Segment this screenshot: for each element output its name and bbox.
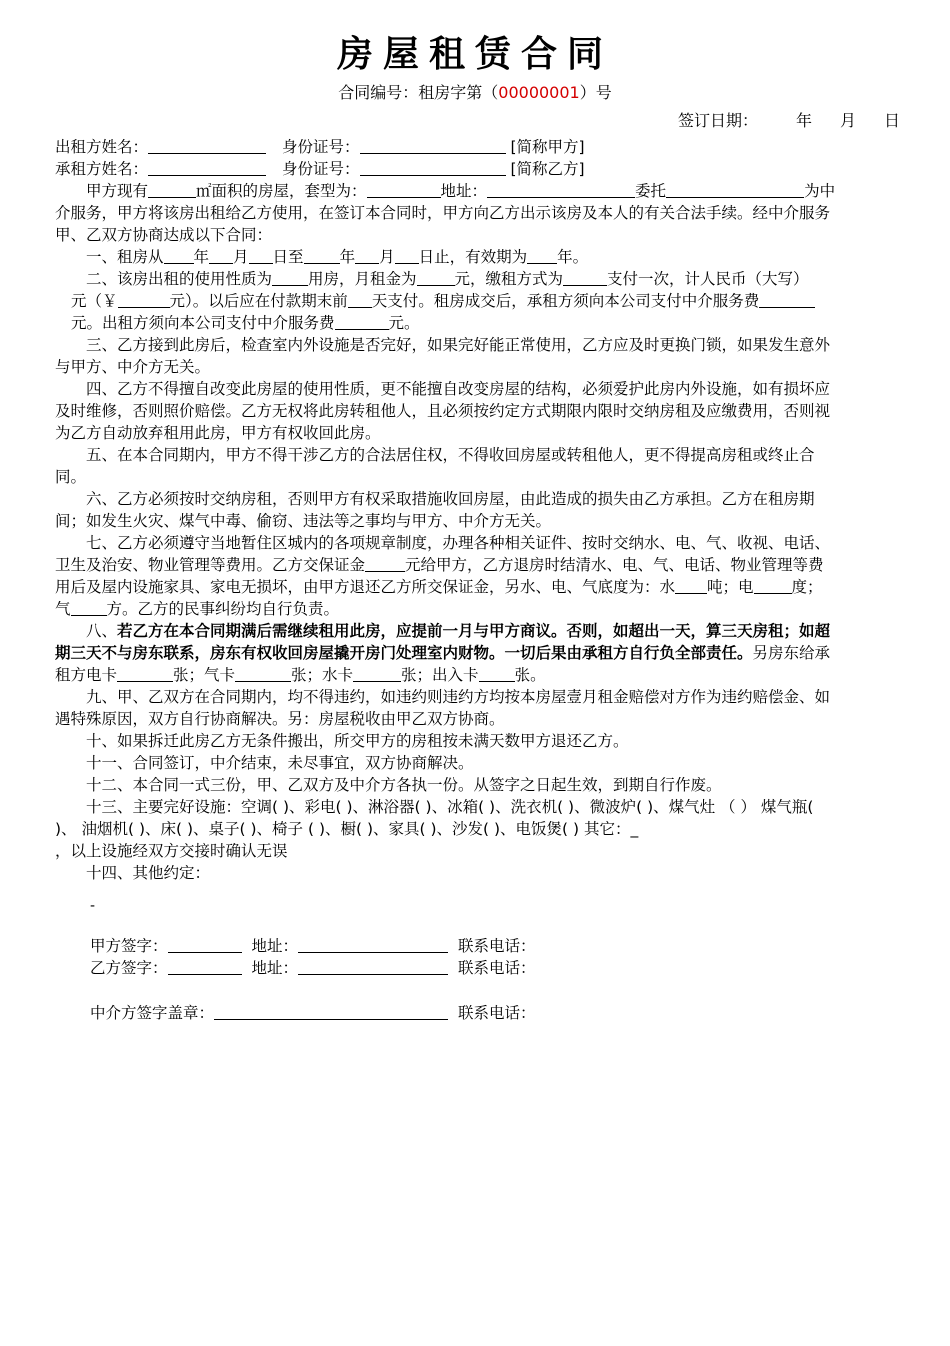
clause-text: 一、租房从 — [86, 248, 164, 266]
clause-8-line-1 — [55, 620, 900, 642]
clause-13-line-3: ，以上设施经双方交接时确认无误 — [55, 842, 288, 860]
clause-text: 另房东给承 — [752, 644, 831, 662]
address-blank[interactable] — [487, 181, 635, 198]
electric-card-blank[interactable] — [117, 665, 173, 682]
amount-blank[interactable] — [118, 291, 170, 308]
clause-3-line-1: 三、乙方接到此房后，检查室内外设施是否完好，如果完好能正常使用，乙方应及时更换门锁，如果发生意外 — [86, 336, 831, 354]
agent-blank[interactable] — [666, 181, 804, 198]
clause-13-line-2: )、 油烟机( )、床( )、桌子( )、椅子 ( )、橱( )、家具( )、沙发( )、电饭煲( ) 其它：_ — [55, 820, 639, 838]
party-b-signature-row — [90, 957, 536, 979]
contract-number-suffix: ）号 — [579, 83, 612, 102]
clause-text: 吨；电 — [707, 578, 754, 596]
clause-text: 度； — [791, 578, 823, 596]
clause-text: 张；出入卡 — [401, 666, 479, 684]
clause-14: 十四、其他约定： — [86, 864, 211, 882]
area-blank[interactable] — [148, 181, 196, 198]
deposit-blank[interactable] — [365, 555, 405, 572]
clause-text: 元（￥ — [71, 292, 118, 310]
clause-text: 月 — [233, 248, 249, 266]
sign-date-label: 签订日期： — [677, 111, 758, 130]
clause-7-line-3 — [55, 576, 900, 598]
clause-9-line-2: 遇特殊原因，双方自行协商解决。另：房屋税收由甲乙双方协商。 — [55, 710, 505, 728]
clause-4-line-1: 四、乙方不得擅自改变此房屋的使用性质，更不能擅自改变房屋的结构，必须爱护此房内外设施，如有损坏应 — [86, 380, 831, 398]
intro-line-1 — [55, 180, 900, 202]
intro-text: 地址： — [440, 182, 488, 200]
clause-4-line-2: 及时维修，否则照价赔偿。乙方无权将此房转租他人，且必须按约定方式期限内限时交纳房租及应缴费用，否则视 — [55, 402, 831, 420]
sign-date-month: 月 — [839, 111, 856, 130]
lessor-id-blank[interactable] — [360, 137, 506, 154]
term-blank[interactable] — [527, 247, 557, 264]
clause-13-line-1: 十三、主要完好设施：空调( )、彩电( )、淋浴器( )、冰箱( )、洗衣机( )、微波炉( )、煤气灶 （ ） 煤气瓶( — [86, 798, 814, 816]
clause-text: 张；气卡 — [173, 666, 236, 684]
clause-text: 日止，有效期为 — [418, 248, 528, 266]
clause-11: 十一、合同签订，中介结束，未尽事宜，双方协商解决。 — [86, 754, 474, 772]
intro-text: ㎡面积的房屋，套型为： — [196, 182, 367, 200]
lessor-row — [55, 136, 900, 158]
clause-text: 元，缴租方式为 — [454, 270, 564, 288]
clause-7-line-4 — [55, 598, 900, 620]
clause-5-line-2: 同。 — [55, 468, 87, 486]
clause-text: 方。乙方的民事纠纷均自行负责。 — [106, 600, 340, 618]
clause-text: 气 — [55, 600, 71, 618]
party-a-sign-label: 甲方签字： — [90, 937, 168, 955]
document-title: 房屋租赁合同 — [336, 34, 613, 75]
intro-line-3: 甲、乙双方协商达成以下合同： — [55, 226, 273, 244]
clause-1 — [55, 246, 900, 268]
clause-bold-text: 若乙方在本合同期满后需继续租用此房，应提前一月与甲方商议。否则，如超出一天，算三天房租；如超 — [117, 622, 831, 640]
clause-8-line-3 — [55, 664, 900, 686]
end-year-blank[interactable] — [304, 247, 340, 264]
agent-sign-blank[interactable] — [214, 1003, 448, 1020]
clause-text: 八、 — [86, 622, 118, 640]
intro-text: 委托 — [635, 182, 667, 200]
clause-7-line-2 — [55, 554, 900, 576]
clause-2-line-2 — [55, 290, 900, 312]
rent-blank[interactable] — [417, 269, 455, 286]
contract-number-line — [0, 80, 950, 103]
party-b-address-label: 地址： — [251, 959, 299, 977]
party-a-address-blank[interactable] — [298, 936, 448, 953]
clause-10: 十、如果拆迁此房乙方无条件搬出，所交甲方的房租按未满天数甲方退还乙方。 — [86, 732, 629, 750]
clause-text: 租方电卡 — [55, 666, 118, 684]
clause-text: 天支付。租房成交后，承租方须向本公司支付中介服务费 — [371, 292, 760, 310]
intro-text: 甲方现有 — [86, 182, 149, 200]
clause-7-line-1: 七、乙方必须遵守当地暂住区城内的各项规章制度，办理各种相关证件、按时交纳水、电、气、收视、电话、 — [86, 534, 831, 552]
clause-text: 年 — [193, 248, 210, 266]
clause-text: 年。 — [557, 248, 589, 266]
party-b-phone-label: 联系电话： — [458, 959, 536, 977]
lessee-abbr: [简称乙方] — [510, 160, 585, 178]
clause-text: 元。 — [388, 314, 420, 332]
clause-2-line-1 — [55, 268, 900, 290]
clause-2-line-3 — [55, 312, 900, 334]
lessor-id-label: 身份证号： — [282, 138, 360, 156]
clause-9-line-1: 九、甲、乙双方在合同期内，均不得违约，如违约则违约方均按本房屋壹月租金赔偿对方作为违约赔偿金、如 — [86, 688, 831, 706]
sign-date-year: 年 — [795, 111, 812, 130]
gas-reading-blank[interactable] — [71, 599, 107, 616]
access-card-blank[interactable] — [479, 665, 515, 682]
clause-6-line-2: 间；如发生火灾、煤气中毒、偷窃、违法等之事均与甲方、中介方无关。 — [55, 512, 552, 530]
lessor-abbr: [简称甲方] — [510, 138, 585, 156]
intro-line-2: 介服务，甲方将该房出租给乙方使用，在签订本合同时，甲方向乙方出示该房及本人的有关合法手续。经中介服务 — [55, 204, 831, 222]
clause-text: 元。出租方须向本公司支付中介服务费 — [71, 314, 335, 332]
clause-text: 日至 — [272, 248, 304, 266]
clause-text: 二、该房出租的使用性质为 — [86, 270, 273, 288]
layout-blank[interactable] — [367, 181, 441, 198]
lessee-name-blank[interactable] — [148, 159, 266, 176]
water-card-blank[interactable] — [353, 665, 401, 682]
gas-card-blank[interactable] — [235, 665, 291, 682]
end-day-blank[interactable] — [395, 247, 419, 264]
lessee-fee-blank[interactable] — [759, 291, 815, 308]
clause-text: 月 — [379, 248, 395, 266]
electric-reading-blank[interactable] — [754, 577, 792, 594]
lessee-id-blank[interactable] — [360, 159, 506, 176]
party-a-signature-row — [90, 935, 536, 957]
clause-text: 卫生及治安、物业管理等费用。乙方交保证金 — [55, 556, 366, 574]
clause-12: 十二、本合同一式三份，甲、乙双方及中介方各执一份。从签字之日起生效，到期自行作废。 — [86, 776, 722, 794]
contract-number-prefix: 合同编号：租房字第（ — [338, 83, 499, 102]
usage-blank[interactable] — [272, 269, 308, 286]
party-b-sign-blank[interactable] — [168, 958, 242, 975]
other-terms-dash: - — [90, 898, 96, 914]
party-b-sign-label: 乙方签字： — [90, 959, 168, 977]
contract-body — [55, 136, 900, 884]
party-b-address-blank[interactable] — [298, 958, 448, 975]
agent-phone-label: 联系电话： — [458, 1004, 536, 1022]
clause-6-line-1: 六、乙方必须按时交纳房租，否则甲方有权采取措施收回房屋，由此造成的损失由乙方承担。乙方在租房期 — [86, 490, 815, 508]
clause-3-line-2: 与甲方、中介方无关。 — [55, 358, 211, 376]
clause-text: 张。 — [514, 666, 546, 684]
agent-sign-label: 中介方签字盖章： — [90, 1004, 215, 1022]
lessee-row — [55, 158, 900, 180]
clause-text: 年 — [339, 248, 356, 266]
clause-bold-text: 期三天不与房东联系，房东有权收回房屋撬开房门处理室内财物。一切后果由承租方自行负全部责任。 — [55, 644, 753, 662]
lessee-id-label: 身份证号： — [282, 160, 360, 178]
payment-method-blank[interactable] — [563, 269, 607, 286]
end-month-blank[interactable] — [355, 247, 379, 264]
days-blank[interactable] — [348, 291, 372, 308]
contract-number: 00000001 — [498, 83, 580, 102]
party-a-phone-label: 联系电话： — [458, 937, 536, 955]
clause-text: 用房，月租金为 — [308, 270, 417, 288]
lessor-name-label: 出租方姓名： — [55, 138, 149, 156]
clause-5-line-1: 五、在本合同期内，甲方不得干涉乙方的合法居住权，不得收回房屋或转租他人，更不得提高房租或终止合 — [86, 446, 815, 464]
clause-text: 元给甲方，乙方退房时结清水、电、气、电话、物业管理等费 — [405, 556, 824, 574]
lessor-fee-blank[interactable] — [335, 313, 389, 330]
party-a-sign-blank[interactable] — [168, 936, 242, 953]
start-day-blank[interactable] — [249, 247, 273, 264]
clause-text: 用后及屋内设施家具、家电无损坏，由甲方退还乙方所交保证金，另水、电、气底度为：水 — [55, 578, 676, 596]
sign-date — [678, 108, 900, 131]
clause-4-line-3: 为乙方自动放弃租用此房，甲方有权收回此房。 — [55, 424, 381, 442]
clause-text: 元）。以后应在付款期末前 — [169, 292, 348, 310]
water-reading-blank[interactable] — [675, 577, 707, 594]
lessee-name-label: 承租方姓名： — [55, 160, 149, 178]
start-year-blank[interactable] — [164, 247, 194, 264]
party-a-address-label: 地址： — [251, 937, 299, 955]
sign-date-day: 日 — [883, 111, 900, 130]
agent-signature-row — [90, 1002, 536, 1024]
intro-text: 为中 — [804, 182, 836, 200]
lessor-name-blank[interactable] — [148, 137, 266, 154]
clause-8-line-2 — [55, 642, 900, 664]
start-month-blank[interactable] — [209, 247, 233, 264]
clause-text: 张；水卡 — [291, 666, 354, 684]
clause-text: 支付一次，计人民币（大写） — [607, 270, 809, 288]
